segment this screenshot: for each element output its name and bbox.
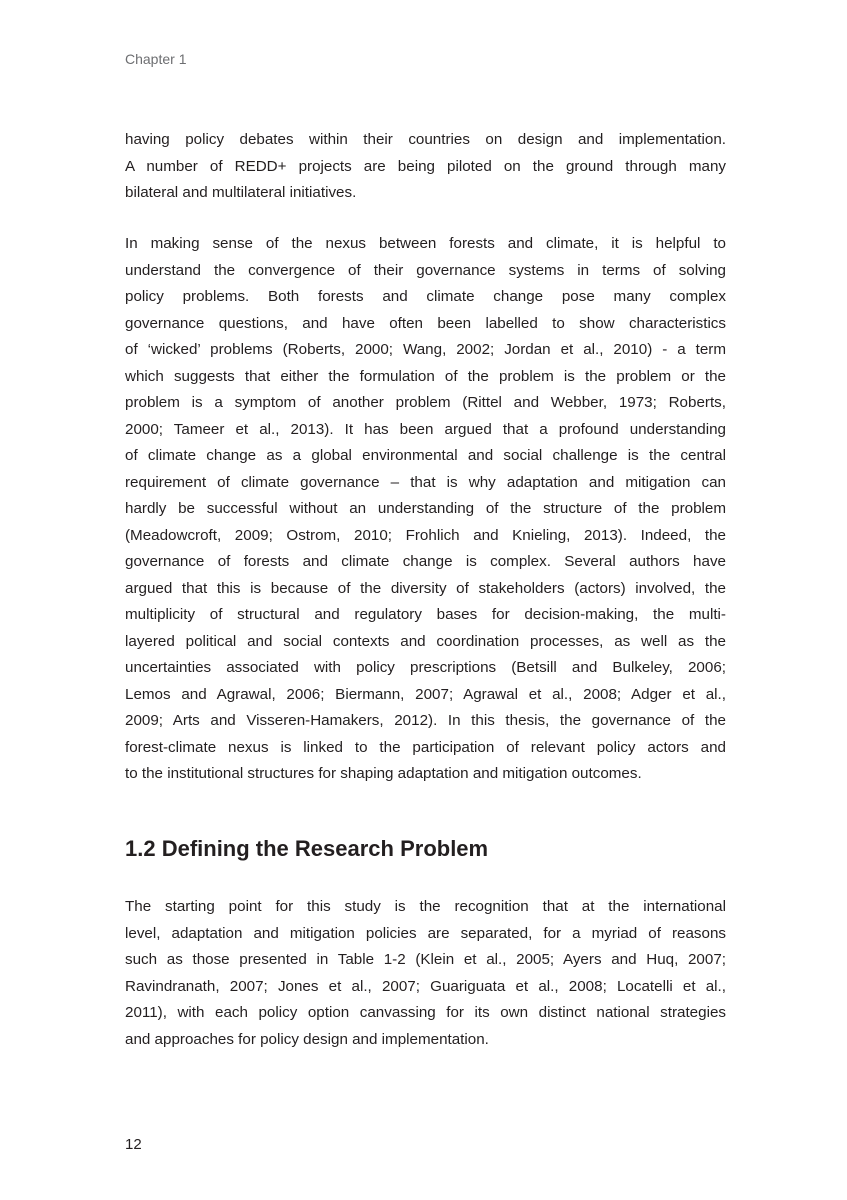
text-line: uncertainties associated with policy prescriptions (Betsill and Bulkeley, 2006; [125, 659, 726, 676]
paragraph-research-problem [125, 894, 726, 1053]
text-line: A number of REDD+ projects are being piloted on the ground through many [125, 157, 726, 175]
section-heading: 1.2 Defining the Research Problem [125, 836, 489, 861]
text-line: multiplicity of structural and regulatory bases for decision-making, the multi- [125, 606, 726, 623]
text-line: having policy debates within their countries on design and implementation. [125, 131, 726, 148]
running-head: Chapter 1 [125, 51, 187, 67]
text-line: requirement of climate governance – that is why adaptation and mitigation can [125, 473, 726, 491]
text-line: The starting point for this study is the recognition that at the international [125, 898, 726, 915]
text-line: (Meadowcroft, 2009; Ostrom, 2010; Frohlich and Knieling, 2013). Indeed, the [125, 526, 726, 544]
text-line: of climate change as a global environmental and social challenge is the central [125, 447, 726, 464]
text-line: 2009; Arts and Visseren-Hamakers, 2012). In this thesis, the governance of the [125, 712, 726, 729]
text-line: layered political and social contexts and coordination processes, as well as the [125, 632, 726, 650]
text-line: such as those presented in Table 1-2 (Klein et al., 2005; Ayers and Huq, 2007; [125, 951, 726, 968]
text-line: which suggests that either the formulation of the problem is the problem or the [125, 367, 726, 385]
paragraph-intro-continued [125, 127, 726, 207]
page-number: 12 [125, 1136, 142, 1153]
text-line: 2011), with each policy option canvassing for its own distinct national strategies [125, 1004, 726, 1021]
text-line: governance of forests and climate change is complex. Several authors have [125, 553, 726, 570]
text-line: 2000; Tameer et al., 2013). It has been argued that a profound understanding [125, 420, 726, 438]
text-line: level, adaptation and mitigation policies are separated, for a myriad of reasons [125, 924, 726, 942]
text-line: policy problems. Both forests and climate change pose many complex [125, 288, 726, 305]
text-line: In making sense of the nexus between forests and climate, it is helpful to [125, 235, 726, 252]
text-line: argued that this is because of the diversity of stakeholders (actors) involved, the [125, 579, 726, 597]
text-line: understand the convergence of their governance systems in terms of solving [125, 261, 726, 279]
text-line: bilateral and multilateral initiatives. [125, 184, 357, 201]
text-line: and approaches for policy design and implementation. [125, 1030, 489, 1048]
text-line: problem is a symptom of another problem (Rittel and Webber, 1973; Roberts, [125, 394, 726, 411]
text-line: of ‘wicked’ problems (Roberts, 2000; Wang, 2002; Jordan et al., 2010) - a term [125, 341, 726, 358]
text-line: Ravindranath, 2007; Jones et al., 2007; Guariguata et al., 2008; Locatelli et al., [125, 977, 726, 995]
text-line: hardly be successful without an understanding of the structure of the problem [125, 500, 726, 517]
paragraph-forest-climate-nexus [125, 231, 726, 788]
text-line: Lemos and Agrawal, 2006; Biermann, 2007; Agrawal et al., 2008; Adger et al., [125, 685, 726, 703]
text-line: governance questions, and have often been labelled to show characteristics [125, 314, 726, 332]
text-line: to the institutional structures for shaping adaptation and mitigation outcomes. [125, 765, 642, 782]
text-line: forest-climate nexus is linked to the participation of relevant policy actors and [125, 738, 726, 756]
